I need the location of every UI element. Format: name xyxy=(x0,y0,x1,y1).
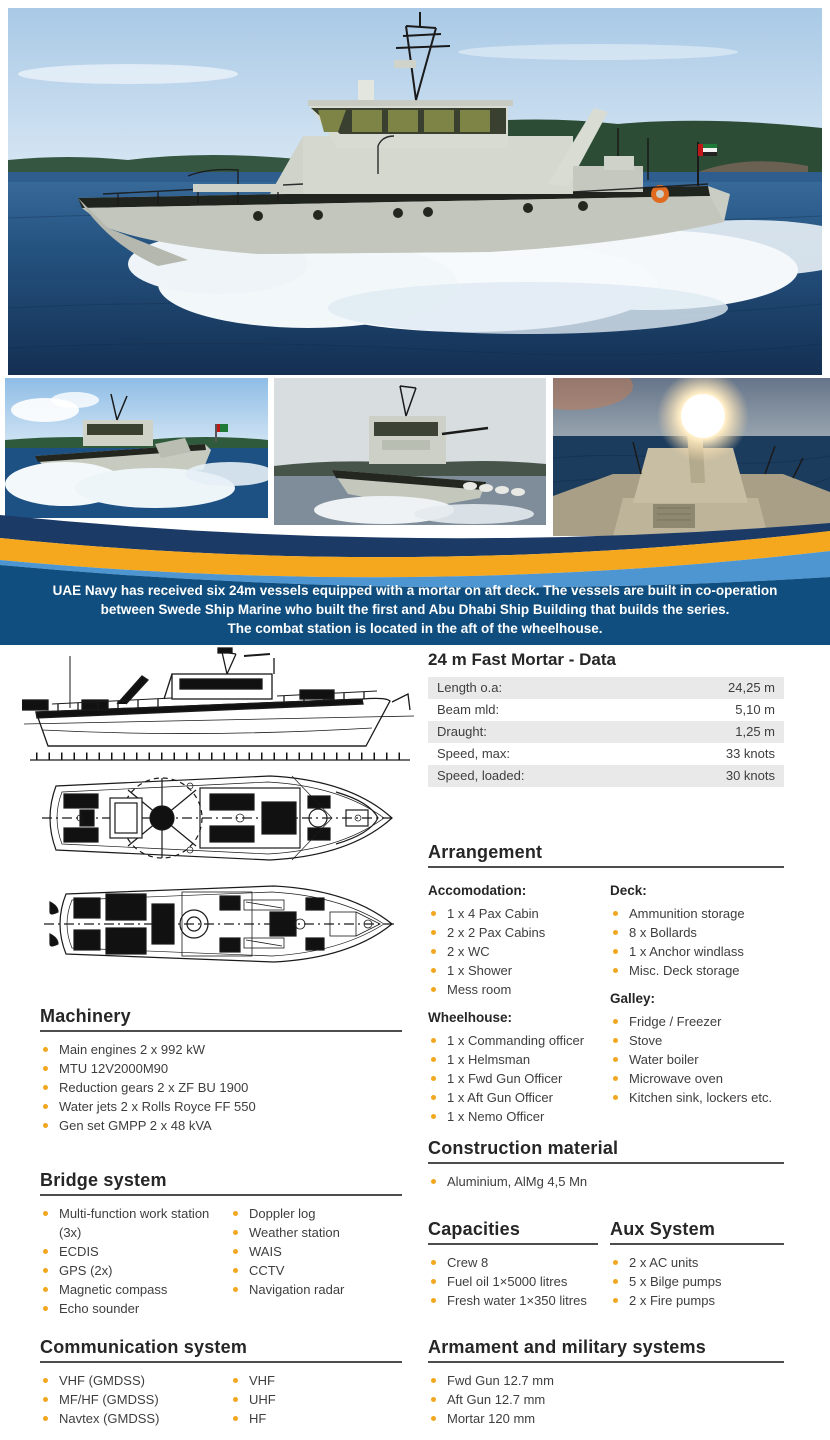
bullet-icon xyxy=(233,1249,238,1254)
bullet-icon xyxy=(613,1038,618,1043)
section-title: Machinery xyxy=(40,1006,131,1026)
bullet-icon xyxy=(43,1211,48,1216)
banner-line: between Swede Ship Marine who built the first and Abu Dhabi Ship Building that builds the series. xyxy=(100,602,730,617)
bullet-icon xyxy=(431,1416,436,1421)
list-item-label: 1 x Anchor windlass xyxy=(629,944,744,959)
bullet-icon xyxy=(613,949,618,954)
spec-label: Speed, max: xyxy=(437,746,510,761)
banner-line: The combat station is located in the aft of the wheelhouse. xyxy=(227,621,603,636)
section-title: Communication system xyxy=(40,1337,248,1357)
section-arrangement xyxy=(428,842,784,1126)
list-item xyxy=(610,1088,784,1107)
list-item xyxy=(428,961,600,980)
spec-value: 24,25 m xyxy=(728,680,775,695)
section-title: Bridge system xyxy=(40,1170,167,1190)
section-title: Aux System xyxy=(610,1219,716,1239)
table-row xyxy=(428,743,784,765)
bullet-icon xyxy=(613,1298,618,1303)
list-item-label: Crew 8 xyxy=(447,1255,489,1270)
list-item xyxy=(428,1272,598,1291)
section-bridge-system xyxy=(40,1170,402,1318)
bullet-icon xyxy=(43,1249,48,1254)
list-item xyxy=(230,1371,402,1390)
list-item xyxy=(428,1371,784,1390)
divider xyxy=(40,1361,402,1363)
bullet-icon xyxy=(431,911,436,916)
group-label: Deck: xyxy=(610,883,647,898)
list-item-label: Kitchen sink, lockers etc. xyxy=(629,1090,773,1105)
list-item xyxy=(40,1204,210,1242)
list-item xyxy=(610,942,784,961)
list-item-label: Magnetic compass xyxy=(59,1282,168,1297)
list-item xyxy=(40,1116,402,1135)
list-item xyxy=(428,1409,784,1428)
list-item xyxy=(428,1031,600,1050)
group-label: Accomodation: xyxy=(428,883,527,898)
list-item-label: Aluminium, AlMg 4,5 Mn xyxy=(447,1174,588,1189)
section-armament xyxy=(428,1337,784,1428)
bullet-icon xyxy=(233,1211,238,1216)
list-item-label: Doppler log xyxy=(249,1206,316,1221)
list-item-label: MF/HF (GMDSS) xyxy=(59,1392,159,1407)
group-label: Galley: xyxy=(610,991,656,1006)
bullet-icon xyxy=(233,1378,238,1383)
list-item xyxy=(428,923,600,942)
bullet-icon xyxy=(43,1378,48,1383)
bullet-icon xyxy=(431,1057,436,1062)
bullet-icon xyxy=(431,1279,436,1284)
bullet-icon xyxy=(431,1076,436,1081)
list-item xyxy=(610,1050,784,1069)
spec-label: Beam mld: xyxy=(437,702,500,717)
list-item xyxy=(40,1242,210,1261)
list-item xyxy=(40,1390,210,1409)
bullet-icon xyxy=(431,968,436,973)
section-title: Armament and military systems xyxy=(428,1337,706,1357)
bullet-icon xyxy=(43,1047,48,1052)
bullet-icon xyxy=(613,1076,618,1081)
list-item-label: VHF (GMDSS) xyxy=(59,1373,145,1388)
divider xyxy=(428,866,784,868)
divider xyxy=(40,1030,402,1032)
spec-value: 1,25 m xyxy=(735,724,775,739)
deck-plan-drawing-upper xyxy=(40,772,398,864)
list-item-label: 1 x Fwd Gun Officer xyxy=(447,1071,563,1086)
divider xyxy=(428,1243,598,1245)
list-item-label: Fuel oil 1×5000 litres xyxy=(447,1274,568,1289)
list-item-label: MTU 12V2000M90 xyxy=(59,1061,169,1076)
bullet-icon xyxy=(431,1038,436,1043)
section-aux-system xyxy=(610,1219,784,1310)
section-capacities xyxy=(428,1219,598,1310)
bullet-icon xyxy=(43,1104,48,1109)
list-item-label: Reduction gears 2 x ZF BU 1900 xyxy=(59,1080,249,1095)
list-item xyxy=(428,1050,600,1069)
list-item-label: Stove xyxy=(629,1033,663,1048)
section-title: Capacities xyxy=(428,1219,521,1239)
divider xyxy=(40,1194,402,1196)
list-item xyxy=(230,1280,402,1299)
bullet-icon xyxy=(431,1095,436,1100)
list-item xyxy=(40,1059,402,1078)
bullet-icon xyxy=(233,1268,238,1273)
bullet-icon xyxy=(43,1397,48,1402)
bullet-icon xyxy=(233,1230,238,1235)
bullet-icon xyxy=(43,1085,48,1090)
list-item xyxy=(610,1253,784,1272)
list-item xyxy=(230,1223,402,1242)
list-item xyxy=(428,904,600,923)
list-item-label: 1 x Shower xyxy=(447,963,513,978)
list-item xyxy=(610,923,784,942)
bullet-icon xyxy=(613,1019,618,1024)
bullet-icon xyxy=(431,987,436,992)
list-item-label: 1 x Helmsman xyxy=(447,1052,531,1067)
spec-value: 5,10 m xyxy=(735,702,775,717)
list-item-label: HF xyxy=(249,1411,267,1426)
list-item xyxy=(610,961,784,980)
list-item xyxy=(230,1261,402,1280)
list-item-label: Navigation radar xyxy=(249,1282,345,1297)
list-item-label: Aft Gun 12.7 mm xyxy=(447,1392,546,1407)
list-item xyxy=(428,1253,598,1272)
divider xyxy=(428,1361,784,1363)
list-item xyxy=(428,1088,600,1107)
table-row xyxy=(428,765,784,787)
section-construction-material xyxy=(428,1138,784,1191)
thumbnail-photo-boat-bow-view xyxy=(274,378,546,525)
list-item-label: 1 x 4 Pax Cabin xyxy=(447,906,539,921)
list-item-label: 2 x WC xyxy=(447,944,490,959)
list-item-label: Mess room xyxy=(447,982,512,997)
list-item-label: 8 x Bollards xyxy=(629,925,697,940)
list-item-label: GPS (2x) xyxy=(59,1263,113,1278)
list-item-label: 1 x Nemo Officer xyxy=(447,1109,545,1124)
bullet-icon xyxy=(233,1397,238,1402)
list-item-label: Microwave oven xyxy=(629,1071,723,1086)
spec-value: 33 knots xyxy=(725,746,775,761)
list-item-label: Ammunition storage xyxy=(629,906,745,921)
list-item xyxy=(428,942,600,961)
bullet-icon xyxy=(613,911,618,916)
bullet-icon xyxy=(613,968,618,973)
list-item xyxy=(610,1291,784,1310)
group-label: Wheelhouse: xyxy=(428,1010,513,1025)
list-item xyxy=(40,1097,402,1116)
bullet-icon xyxy=(431,930,436,935)
thumbnail-photo-boat-speeding xyxy=(5,378,268,518)
list-item-label: Fridge / Freezer xyxy=(629,1014,722,1029)
banner-line: UAE Navy has received six 24m vessels equipped with a mortar on aft deck. The vessels are built in co-operation xyxy=(52,583,778,598)
list-item xyxy=(428,1107,600,1126)
list-item xyxy=(230,1204,402,1223)
list-item-label: 2 x AC units xyxy=(629,1255,699,1270)
bullet-icon xyxy=(43,1268,48,1273)
deck-plan-drawing-lower xyxy=(44,884,396,964)
list-item-label: Water boiler xyxy=(629,1052,699,1067)
list-item xyxy=(40,1371,210,1390)
list-item xyxy=(610,1069,784,1088)
bullet-icon xyxy=(613,1279,618,1284)
table-row xyxy=(428,699,784,721)
list-item-label: 2 x Fire pumps xyxy=(629,1293,715,1308)
list-item-label: WAIS xyxy=(249,1244,282,1259)
bullet-icon xyxy=(233,1416,238,1421)
bullet-icon xyxy=(431,949,436,954)
list-item-label: 5 x Bilge pumps xyxy=(629,1274,722,1289)
spec-label: Length o.a: xyxy=(437,680,503,695)
list-item xyxy=(610,904,784,923)
list-item xyxy=(428,1390,784,1409)
bullet-icon xyxy=(43,1306,48,1311)
bullet-icon xyxy=(43,1123,48,1128)
intro-banner xyxy=(0,581,830,638)
list-item-label: Gen set GMPP 2 x 48 kVA xyxy=(59,1118,212,1133)
bullet-icon xyxy=(613,1057,618,1062)
bullet-icon xyxy=(431,1378,436,1383)
bullet-icon xyxy=(613,1260,618,1265)
bullet-icon xyxy=(431,1260,436,1265)
list-item xyxy=(428,980,600,999)
list-item xyxy=(40,1299,210,1318)
spec-label: Speed, loaded: xyxy=(437,768,525,783)
table-row xyxy=(428,721,784,743)
list-item-label: Mortar 120 mm xyxy=(447,1411,536,1426)
list-item-label: Multi-function work station (3x) xyxy=(59,1206,210,1240)
list-item-label: Echo sounder xyxy=(59,1301,140,1316)
bullet-icon xyxy=(431,1397,436,1402)
list-item-label: VHF xyxy=(249,1373,275,1388)
bullet-icon xyxy=(43,1066,48,1071)
spec-label: Draught: xyxy=(437,724,487,739)
bullet-icon xyxy=(613,1095,618,1100)
divider xyxy=(610,1243,784,1245)
list-item-label: Fresh water 1×350 litres xyxy=(447,1293,587,1308)
list-item-label: 1 x Commanding officer xyxy=(447,1033,585,1048)
spec-table-title: 24 m Fast Mortar - Data xyxy=(428,650,616,669)
list-item-label: 2 x 2 Pax Cabins xyxy=(447,925,546,940)
list-item xyxy=(428,1291,598,1310)
list-item xyxy=(40,1040,402,1059)
section-title: Arrangement xyxy=(428,842,543,862)
list-item-label: ECDIS xyxy=(59,1244,99,1259)
section-title: Construction material xyxy=(428,1138,619,1158)
section-machinery xyxy=(40,1006,402,1135)
list-item xyxy=(428,1069,600,1088)
list-item xyxy=(230,1242,402,1261)
list-item-label: 1 x Aft Gun Officer xyxy=(447,1090,553,1105)
list-item-label: CCTV xyxy=(249,1263,285,1278)
spec-table xyxy=(428,650,784,787)
list-item-label: Misc. Deck storage xyxy=(629,963,740,978)
list-item-label: Fwd Gun 12.7 mm xyxy=(447,1373,554,1388)
side-profile-drawing xyxy=(22,646,416,774)
list-item xyxy=(40,1280,210,1299)
list-item-label: Main engines 2 x 992 kW xyxy=(59,1042,205,1057)
list-item xyxy=(40,1409,210,1428)
divider xyxy=(428,1162,784,1164)
list-item-label: Weather station xyxy=(249,1225,340,1240)
hero-photo-patrol-boat xyxy=(8,8,822,375)
section-communication-system xyxy=(40,1337,402,1428)
bullet-icon xyxy=(43,1287,48,1292)
list-item xyxy=(428,1172,784,1191)
table-row xyxy=(428,677,784,699)
list-item xyxy=(610,1012,784,1031)
list-item xyxy=(610,1031,784,1050)
bullet-icon xyxy=(233,1287,238,1292)
list-item xyxy=(40,1078,402,1097)
hero-photo-illustration xyxy=(8,8,822,375)
bullet-icon xyxy=(43,1416,48,1421)
list-item-label: UHF xyxy=(249,1392,276,1407)
bullet-icon xyxy=(613,930,618,935)
spec-value: 30 knots xyxy=(725,768,775,783)
list-item xyxy=(230,1390,402,1409)
list-item xyxy=(40,1261,210,1280)
bullet-icon xyxy=(431,1298,436,1303)
list-item xyxy=(610,1272,784,1291)
list-item-label: Navtex (GMDSS) xyxy=(59,1411,160,1426)
list-item-label: Water jets 2 x Rolls Royce FF 550 xyxy=(59,1099,256,1114)
bullet-icon xyxy=(431,1114,436,1119)
list-item xyxy=(230,1409,402,1428)
bullet-icon xyxy=(431,1179,436,1184)
